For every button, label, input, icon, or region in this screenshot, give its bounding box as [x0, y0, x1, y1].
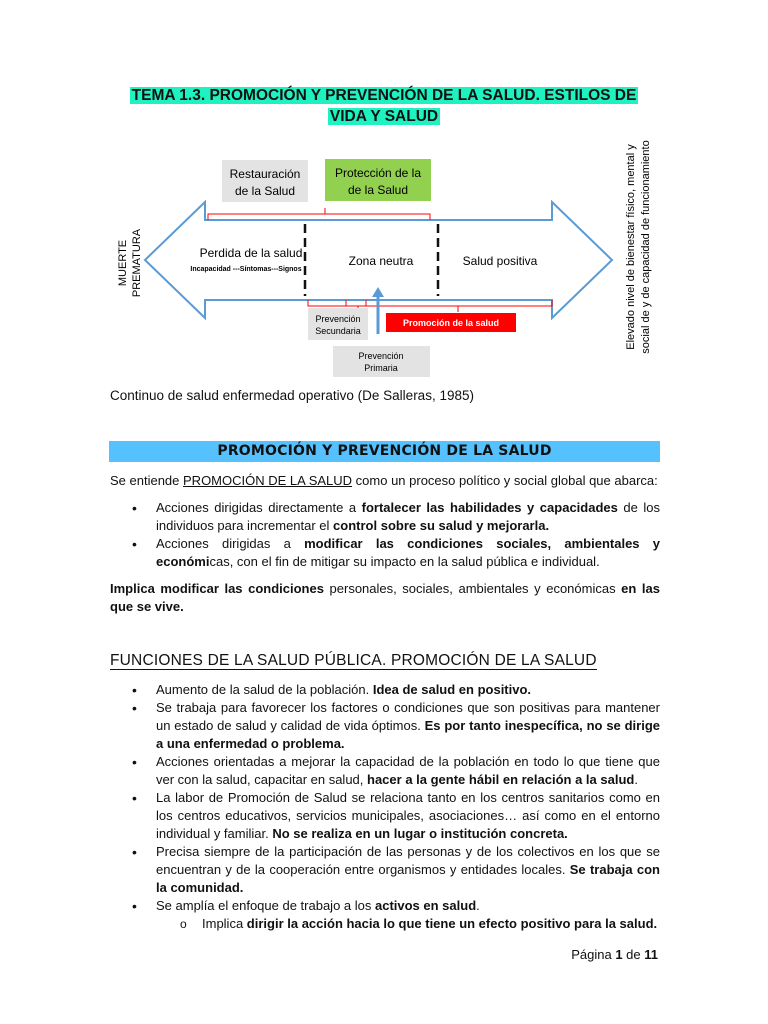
restauracion-label-1: Restauración: [229, 167, 301, 181]
proteccion-label-2: de la Salud: [347, 183, 409, 197]
health-continuum-diagram: [100, 130, 668, 380]
title-line-1: TEMA 1.3. PROMOCIÓN Y PREVENCIÓN DE LA SALUD. ESTILOS DE: [131, 87, 637, 104]
prev-secundaria-label-2: Secundaria: [315, 326, 361, 336]
list-item: • Acciones dirigidas a modificar las condiciones sociales, ambientales y económicas, con el fin de mitigar su impacto en la salud pública e individual.: [110, 535, 660, 571]
list-item: • Acciones dirigidas directamente a fortalecer las habilidades y capacidades de los individuos para incrementar el control sobre su salud y mejorarla.: [110, 499, 660, 535]
list-item: • Aumento de la salud de la población. Idea de salud en positivo.: [110, 681, 660, 699]
restauracion-bracket: [208, 208, 430, 220]
section-heading-funciones: FUNCIONES DE LA SALUD PÚBLICA. PROMOCIÓN DE LA SALUD: [110, 652, 597, 669]
section-heading-promocion: PROMOCIÓN Y PREVENCIÓN DE LA SALUD: [109, 441, 660, 462]
muerte-label-1: MUERTE: [117, 239, 129, 287]
list-item: • Se trabaja para favorecer los factores o condiciones que son positivas para mantener un estado de salud y calidad de vida óptimos. Es por tanto inespecífica, no se dirige a una enfermedad o problema.: [110, 699, 660, 753]
page-number: Página 1 de 11: [571, 947, 658, 962]
implica-paragraph: Implica modificar las condiciones personales, sociales, ambientales y económicas en las que se vive.: [110, 581, 660, 614]
list-item: • Precisa siempre de la participación de las personas y de los colectivos en los que se encuentran y de la cooperación entre organismos y entidades locales. Se trabaja con la comunidad.: [110, 843, 660, 897]
list-item: • Acciones orientadas a mejorar la capacidad de la población en todo lo que tiene que ver con la salud, capacitar en salud, hacer a la gente hábil en relación a la salud.: [110, 753, 660, 789]
restauracion-label-2: de la Salud: [234, 184, 296, 198]
zona-neutra-label: Zona neutra: [348, 254, 414, 268]
promocion-label: Promoción de la salud: [402, 318, 500, 328]
elevado-label-2: social de y de capacidad de funcionamiento: [640, 140, 652, 354]
salud-positiva-label: Salud positiva: [462, 254, 538, 268]
muerte-label-2: PREMATURA: [131, 228, 143, 298]
prev-primaria-label-1: Prevención: [358, 351, 404, 361]
list-item: • La labor de Promoción de Salud se relaciona tanto en los centros sanitarios como en los centros educativos, servicios municipales, asociaciones… así como en el entorno individual y familiar. No se realiza en un lugar o institución concreta.: [110, 789, 660, 843]
prev-primaria-label-2: Primaria: [364, 363, 398, 373]
diagram-caption: Continuo de salud enfermedad operativo (De Salleras, 1985): [110, 388, 474, 403]
promocion-list: [110, 499, 660, 571]
elevado-label-1: Elevado nivel de bienestar físico, mental y: [625, 144, 637, 350]
page-title: [0, 85, 768, 127]
list-subitem: o Implica dirigir la acción hacia lo que tiene un efecto positivo para la salud.: [110, 915, 660, 933]
intro-paragraph: Se entiende PROMOCIÓN DE LA SALUD como un proceso político y social global que abarca:: [110, 473, 658, 488]
list-item: • Se amplía el enfoque de trabajo a los activos en salud.: [110, 897, 660, 915]
perdida-label: Perdida de la salud: [199, 246, 303, 260]
title-line-2: VIDA Y SALUD: [329, 108, 439, 125]
perdida-sublabel: Incapacidad ---Síntomas---Signos: [190, 266, 302, 273]
prev-secundaria-label-1: Prevención: [315, 314, 361, 324]
funciones-list: [110, 681, 660, 933]
promocion-underlined: PROMOCIÓN DE LA SALUD: [183, 473, 353, 488]
proteccion-label-1: Protección de la: [334, 166, 422, 180]
